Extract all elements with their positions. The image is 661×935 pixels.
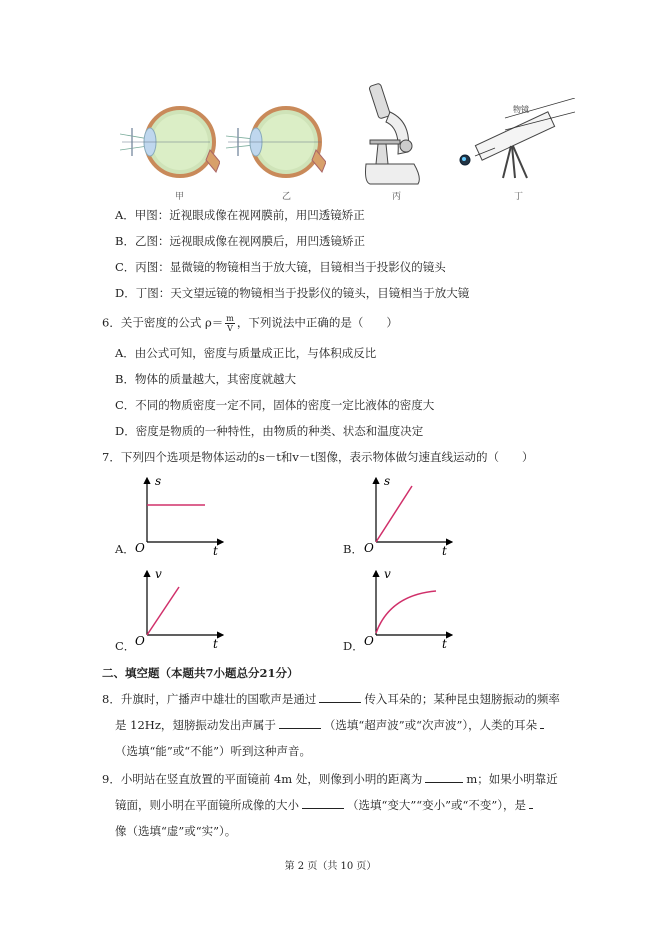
answer-blank[interactable] — [319, 692, 361, 703]
density-fraction — [225, 314, 235, 333]
q8-text: （选填“超声波”或“次声波”），人类的耳朵 — [323, 718, 538, 732]
graph-c — [133, 565, 228, 650]
telescope-label: 物镜 — [513, 105, 529, 114]
q6-option-a: A．由公式可知，密度与质量成正比，与体积成反比 — [115, 346, 377, 360]
q6-option-b: B．物体的质量越大，其密度就越大 — [115, 372, 296, 386]
figure-caption: 乙 — [282, 192, 292, 202]
fraction-numerator: m — [226, 314, 234, 323]
page-footer: 第 2 页（共 10 页） — [284, 861, 377, 872]
q9-text: m；如果小明靠近 — [466, 772, 558, 786]
graph-a — [133, 472, 228, 557]
y-axis-label: v — [155, 567, 162, 581]
q6-stem-after: ，下列说法中正确的是（ ） — [236, 315, 398, 330]
q7-option-a-label: A． — [115, 542, 135, 556]
graph-b — [362, 472, 457, 557]
answer-blank[interactable] — [425, 772, 463, 783]
q9-text: （选填“变大”“变小”或“不变”），是 — [347, 798, 527, 812]
origin-label: O — [364, 634, 374, 648]
q8-text: 传入耳朵的；某种昆虫翅膀振动的频率 — [364, 692, 560, 706]
section-heading: 二、填空题（本题共7小题总分21分） — [102, 666, 299, 680]
x-axis-label: t — [213, 544, 218, 557]
figure-caption: 丁 — [514, 192, 524, 202]
q7-stem: 7．下列四个选项是物体运动的s－t和v－t图像，表示物体做匀速直线运动的（ ） — [102, 450, 534, 464]
q6-stem — [102, 314, 398, 333]
q5-option-b: B．乙图：远视眼成像在视网膜后，用凹透镜矫正 — [115, 234, 365, 248]
x-axis-label: t — [442, 544, 447, 557]
q9-line-3: 像（选填“虚”或“实”）。 — [115, 824, 237, 838]
origin-label: O — [135, 634, 145, 648]
answer-blank[interactable] — [279, 718, 321, 729]
x-axis-label: t — [213, 637, 218, 650]
x-axis-label: t — [442, 637, 447, 650]
q8-line-2 — [115, 718, 547, 732]
answer-blank[interactable] — [302, 798, 344, 809]
q7-option-c-label: C． — [115, 639, 136, 653]
q8-line-3: （选填“能”或“不能”）听到这种声音。 — [115, 744, 312, 758]
q8-text: 8．升旗时，广播声中雄壮的国歌声是通过 — [102, 692, 317, 706]
q9-text: 镜面，则小明在平面镜所成像的大小 — [115, 798, 299, 812]
answer-blank[interactable] — [540, 718, 544, 729]
answer-blank[interactable] — [529, 798, 533, 809]
figure-caption: 甲 — [175, 192, 185, 202]
eye-figure-2 — [226, 100, 326, 185]
origin-label: O — [135, 541, 145, 555]
graph-d — [362, 565, 457, 650]
microscope-figure — [360, 82, 430, 187]
q5-option-d: D．丁图：天文望远镜的物镜相当于投影仪的镜头，目镜相当于放大镜 — [115, 286, 470, 300]
q9-text: 9．小明站在竖直放置的平面镜前 4m 处，则像到小明的距离为 — [102, 772, 423, 786]
origin-label: O — [364, 541, 374, 555]
q8-text: 是 12Hz，翅膀振动发出声属于 — [115, 718, 276, 732]
y-axis-label: s — [155, 474, 162, 488]
eye-figure-1 — [120, 100, 220, 185]
q7-option-b-label: B． — [343, 542, 363, 556]
q6-option-d: D．密度是物质的一种特性，由物质的种类、状态和温度决定 — [115, 424, 424, 438]
q9-line-2 — [115, 798, 536, 812]
y-axis-label: s — [384, 474, 391, 488]
q7-option-d-label: D． — [343, 639, 364, 653]
q6-option-c: C．不同的物质密度一定不同，固体的密度一定比液体的密度大 — [115, 398, 435, 412]
fraction-denominator: V — [227, 324, 233, 333]
q5-option-a: A．甲图：近视眼成像在视网膜前，用凹透镜矫正 — [115, 208, 365, 222]
q6-stem-before: 6．关于密度的公式 ρ＝ — [102, 315, 224, 330]
figure-caption: 丙 — [392, 192, 402, 202]
q5-option-c: C．丙图：显微镜的物镜相当于放大镜，目镜相当于投影仪的镜头 — [115, 260, 446, 274]
q9-line-1 — [102, 772, 558, 786]
q8-line-1 — [102, 692, 560, 706]
y-axis-label: v — [384, 567, 391, 581]
